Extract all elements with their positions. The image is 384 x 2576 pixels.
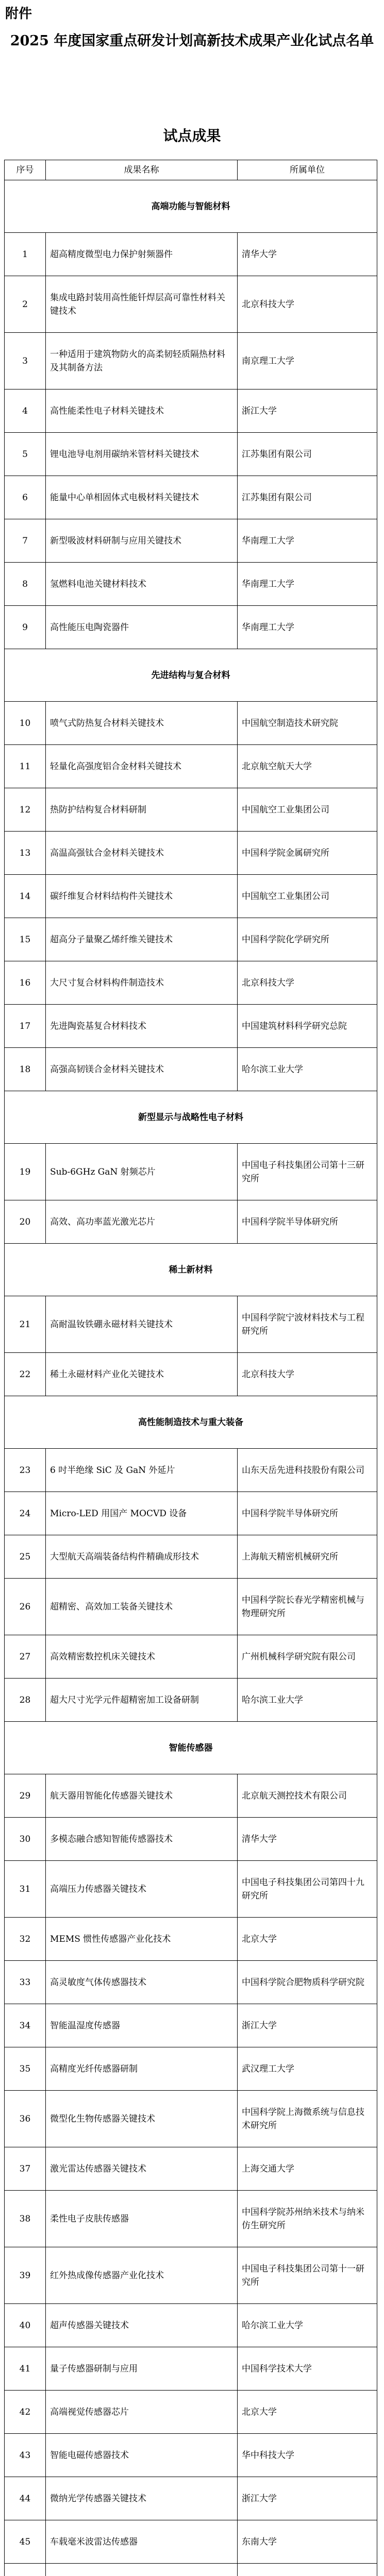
- row-achievement-name: Sub-6GHz GaN 射频芯片: [46, 1144, 238, 1200]
- row-seq: 4: [5, 389, 46, 433]
- table-row: [5, 389, 377, 433]
- row-seq: 34: [5, 2004, 46, 2047]
- row-affiliation: 中国科学院上海微系统与信息技术研究所: [238, 2091, 377, 2147]
- header-seq: 序号: [5, 160, 46, 180]
- row-seq: 1: [5, 233, 46, 276]
- row-seq: 43: [5, 2434, 46, 2477]
- row-affiliation: 中国科学院合肥物质科学研究院: [238, 1961, 377, 2004]
- row-affiliation: 北京科技大学: [238, 1353, 377, 1396]
- row-seq: 23: [5, 1449, 46, 1492]
- row-seq: [5, 2564, 46, 2576]
- row-achievement-name: 大型航天高端装备结构件精确成形技术: [46, 1535, 238, 1579]
- table-row: [5, 832, 377, 875]
- row-achievement-name: 高性能压电陶瓷器件: [46, 606, 238, 649]
- table-row: [5, 1449, 377, 1492]
- row-achievement-name: 高效精密数控机床关键技术: [46, 1635, 238, 1679]
- row-achievement-name: 先进陶瓷基复合材料技术: [46, 1005, 238, 1048]
- row-achievement-name: 氢燃料电池关键材料技术: [46, 563, 238, 606]
- row-affiliation: 东南大学: [238, 2520, 377, 2564]
- row-achievement-name: 高效、高功率蓝光激光芯片: [46, 1200, 238, 1244]
- table-header-row: [5, 160, 377, 180]
- row-affiliation: 中国科学院化学研究所: [238, 918, 377, 961]
- row-affiliation: 中国科学院苏州纳米技术与纳米仿生研究所: [238, 2191, 377, 2247]
- table-row: [5, 2147, 377, 2191]
- row-achievement-name: 航天器用智能化传感器关键技术: [46, 1774, 238, 1818]
- row-affiliation: 中国科学技术大学: [238, 2347, 377, 2391]
- row-seq: 14: [5, 875, 46, 918]
- row-affiliation: 哈尔滨工业大学: [238, 1679, 377, 1722]
- row-affiliation: 中国科学院半导体研究所: [238, 1200, 377, 1244]
- row-affiliation: 南京理工大学: [238, 333, 377, 389]
- section-title: 稀土新材料: [5, 1244, 377, 1296]
- row-seq: 21: [5, 1296, 46, 1353]
- row-seq: 19: [5, 1144, 46, 1200]
- row-achievement-name: 高温高强钛合金材料关键技术: [46, 832, 238, 875]
- row-seq: 26: [5, 1579, 46, 1635]
- row-affiliation: 清华大学: [238, 1818, 377, 1861]
- row-achievement-name: 高性能柔性电子材料关键技术: [46, 389, 238, 433]
- row-seq: 15: [5, 918, 46, 961]
- row-achievement-name: 高耐温钕铁硼永磁材料关键技术: [46, 1296, 238, 1353]
- row-affiliation: 中国电子科技集团公司第十三研究所: [238, 1144, 377, 1200]
- table-row: [5, 1353, 377, 1396]
- table-row: [5, 1961, 377, 2004]
- table-row: [5, 2191, 377, 2247]
- row-seq: 10: [5, 702, 46, 745]
- table-row: [5, 2091, 377, 2147]
- row-affiliation: 清华大学: [238, 233, 377, 276]
- row-achievement-name: 6 吋半绝缘 SiC 及 GaN 外延片: [46, 1449, 238, 1492]
- row-achievement-name: [46, 2564, 238, 2576]
- row-achievement-name: 车载毫米波雷达传感器: [46, 2520, 238, 2564]
- row-seq: 18: [5, 1048, 46, 1091]
- row-achievement-name: 超高分子量聚乙烯纤维关键技术: [46, 918, 238, 961]
- row-seq: 17: [5, 1005, 46, 1048]
- row-achievement-name: 柔性电子皮肤传感器: [46, 2191, 238, 2247]
- row-seq: 24: [5, 1492, 46, 1535]
- row-seq: 33: [5, 1961, 46, 2004]
- row-affiliation: 华南理工大学: [238, 606, 377, 649]
- row-affiliation: 华南理工大学: [238, 519, 377, 563]
- table-row: [5, 1144, 377, 1200]
- row-achievement-name: 超高精度微型电力保护射频器件: [46, 233, 238, 276]
- row-seq: 22: [5, 1353, 46, 1396]
- row-affiliation: 中国科学院长春光学精密机械与物理研究所: [238, 1579, 377, 1635]
- row-seq: 7: [5, 519, 46, 563]
- row-affiliation: 山东天岳先进科技股份有限公司: [238, 1449, 377, 1492]
- row-seq: 9: [5, 606, 46, 649]
- row-seq: 40: [5, 2304, 46, 2347]
- section-row: [5, 1244, 377, 1296]
- row-achievement-name: 热防护结构复合材料研制: [46, 788, 238, 832]
- row-achievement-name: 高精度光纤传感器研制: [46, 2047, 238, 2091]
- section-title: 智能传感器: [5, 1722, 377, 1774]
- row-achievement-name: 能量中心单相固体式电极材料关键技术: [46, 476, 238, 519]
- row-affiliation: 北京航空航天大学: [238, 745, 377, 788]
- row-seq: 8: [5, 563, 46, 606]
- row-achievement-name: MEMS 惯性传感器产业化技术: [46, 1918, 238, 1961]
- row-affiliation: [238, 2564, 377, 2576]
- row-achievement-name: 智能温湿度传感器: [46, 2004, 238, 2047]
- header-achievement-name: 成果名称: [46, 160, 238, 180]
- table-row: [5, 1200, 377, 1244]
- table-row: [5, 2304, 377, 2347]
- row-achievement-name: 一种适用于建筑物防火的高柔韧轻质隔热材料及其制备方法: [46, 333, 238, 389]
- row-affiliation: 北京航天测控技术有限公司: [238, 1774, 377, 1818]
- row-affiliation: 上海航天精密机械研究所: [238, 1535, 377, 1579]
- table-row: [5, 1679, 377, 1722]
- table-row: [5, 2434, 377, 2477]
- table-row: [5, 1635, 377, 1679]
- row-seq: 25: [5, 1535, 46, 1579]
- row-seq: 36: [5, 2091, 46, 2147]
- row-affiliation: 中国电子科技集团公司第十一研究所: [238, 2247, 377, 2304]
- table-row: [5, 2047, 377, 2091]
- section-row: [5, 649, 377, 702]
- row-affiliation: 中国科学院半导体研究所: [238, 1492, 377, 1535]
- pilot-achievements-table: [4, 160, 377, 2576]
- row-achievement-name: 高端视觉传感器芯片: [46, 2391, 238, 2434]
- row-affiliation: 武汉理工大学: [238, 2047, 377, 2091]
- table-row: [5, 702, 377, 745]
- row-affiliation: 华南理工大学: [238, 563, 377, 606]
- row-achievement-name: 稀土永磁材料产业化关键技术: [46, 1353, 238, 1396]
- table-row: [5, 433, 377, 476]
- row-seq: 39: [5, 2247, 46, 2304]
- table-row: [5, 745, 377, 788]
- section-title: 先进结构与复合材料: [5, 649, 377, 702]
- row-seq: 6: [5, 476, 46, 519]
- row-affiliation: 中国航空工业集团公司: [238, 875, 377, 918]
- table-row: [5, 918, 377, 961]
- row-seq: 13: [5, 832, 46, 875]
- row-affiliation: 华中科技大学: [238, 2434, 377, 2477]
- row-achievement-name: 多模态融合感知智能传感器技术: [46, 1818, 238, 1861]
- document-subtitle: 试点成果: [163, 127, 221, 144]
- row-seq: 32: [5, 1918, 46, 1961]
- row-seq: 29: [5, 1774, 46, 1818]
- row-seq: 37: [5, 2147, 46, 2191]
- table-body: [5, 180, 377, 2576]
- row-achievement-name: 超精密、高效加工装备关键技术: [46, 1579, 238, 1635]
- row-achievement-name: 超大尺寸光学元件超精密加工设备研制: [46, 1679, 238, 1722]
- row-achievement-name: 高强高韧镁合金材料关键技术: [46, 1048, 238, 1091]
- row-affiliation: 中国电子科技集团公司第四十九研究所: [238, 1861, 377, 1918]
- row-achievement-name: 微纳光学传感器关键技术: [46, 2477, 238, 2520]
- row-achievement-name: 新型吸波材料研制与应用关键技术: [46, 519, 238, 563]
- table-row: [5, 2477, 377, 2520]
- section-row: [5, 180, 377, 233]
- section-row: [5, 1396, 377, 1449]
- table-row: [5, 2004, 377, 2047]
- table-row: [5, 606, 377, 649]
- row-achievement-name: 激光雷达传感器关键技术: [46, 2147, 238, 2191]
- document-title: 2025 年度国家重点研发计划高新技术成果产业化试点名单: [10, 33, 374, 49]
- row-affiliation: 中国航空工业集团公司: [238, 788, 377, 832]
- row-seq: 20: [5, 1200, 46, 1244]
- row-affiliation: 中国科学院金属研究所: [238, 832, 377, 875]
- row-achievement-name: 智能电磁传感器技术: [46, 2434, 238, 2477]
- table-row: [5, 2347, 377, 2391]
- row-seq: 27: [5, 1635, 46, 1679]
- row-achievement-name: 喷气式防热复合材料关键技术: [46, 702, 238, 745]
- row-achievement-name: 微型化生物传感器关键技术: [46, 2091, 238, 2147]
- table-row: [5, 233, 377, 276]
- table-row: [5, 563, 377, 606]
- row-affiliation: 哈尔滨工业大学: [238, 1048, 377, 1091]
- row-achievement-name: 碳纤维复合材料结构件关键技术: [46, 875, 238, 918]
- section-title: 新型显示与战略性电子材料: [5, 1091, 377, 1144]
- row-seq: 41: [5, 2347, 46, 2391]
- row-seq: 31: [5, 1861, 46, 1918]
- row-affiliation: 中国航空制造技术研究院: [238, 702, 377, 745]
- table-row: [5, 2391, 377, 2434]
- row-achievement-name: 红外热成像传感器产业化技术: [46, 2247, 238, 2304]
- table-row: [5, 1048, 377, 1091]
- table-row: [5, 2247, 377, 2304]
- row-seq: 12: [5, 788, 46, 832]
- row-affiliation: 江苏集团有限公司: [238, 476, 377, 519]
- section-row: [5, 1722, 377, 1774]
- row-seq: 38: [5, 2191, 46, 2247]
- row-affiliation: 北京科技大学: [238, 961, 377, 1005]
- row-achievement-name: 高灵敏度气体传感器技术: [46, 1961, 238, 2004]
- attachment-label: 附件: [5, 6, 32, 22]
- row-affiliation: 浙江大学: [238, 2004, 377, 2047]
- row-achievement-name: 集成电路封装用高性能钎焊层高可靠性材料关键技术: [46, 276, 238, 333]
- row-seq: 28: [5, 1679, 46, 1722]
- table-row: [5, 875, 377, 918]
- row-affiliation: 浙江大学: [238, 2477, 377, 2520]
- row-seq: 44: [5, 2477, 46, 2520]
- row-affiliation: 北京科技大学: [238, 276, 377, 333]
- row-achievement-name: Micro-LED 用国产 MOCVD 设备: [46, 1492, 238, 1535]
- row-seq: 30: [5, 1818, 46, 1861]
- row-achievement-name: 量子传感器研制与应用: [46, 2347, 238, 2391]
- table-row: [5, 476, 377, 519]
- table-row: [5, 519, 377, 563]
- table-row: [5, 961, 377, 1005]
- row-affiliation: 北京大学: [238, 2391, 377, 2434]
- table-row: [5, 1579, 377, 1635]
- table-row: [5, 333, 377, 389]
- row-affiliation: 北京大学: [238, 1918, 377, 1961]
- row-achievement-name: 轻量化高强度铝合金材料关键技术: [46, 745, 238, 788]
- row-seq: 42: [5, 2391, 46, 2434]
- row-affiliation: 上海交通大学: [238, 2147, 377, 2191]
- table-row: [5, 1535, 377, 1579]
- row-seq: 2: [5, 276, 46, 333]
- table-row: [5, 1861, 377, 1918]
- section-title: 高端功能与智能材料: [5, 180, 377, 233]
- row-seq: 45: [5, 2520, 46, 2564]
- row-seq: 3: [5, 333, 46, 389]
- row-seq: 35: [5, 2047, 46, 2091]
- row-achievement-name: 锂电池导电剂用碳纳米管材料关键技术: [46, 433, 238, 476]
- table-row: [5, 1296, 377, 1353]
- row-affiliation: 哈尔滨工业大学: [238, 2304, 377, 2347]
- table-row: [5, 1918, 377, 1961]
- row-achievement-name: 超声传感器关键技术: [46, 2304, 238, 2347]
- row-achievement-name: 高端压力传感器关键技术: [46, 1861, 238, 1918]
- section-row: [5, 1091, 377, 1144]
- table-row: [5, 276, 377, 333]
- row-affiliation: 中国科学院宁波材料技术与工程研究所: [238, 1296, 377, 1353]
- row-seq: 11: [5, 745, 46, 788]
- table-row: [5, 2520, 377, 2564]
- row-affiliation: 广州机械科学研究院有限公司: [238, 1635, 377, 1679]
- table-row: [5, 1774, 377, 1818]
- row-affiliation: 江苏集团有限公司: [238, 433, 377, 476]
- section-title: 高性能制造技术与重大装备: [5, 1396, 377, 1449]
- table-row: [5, 1492, 377, 1535]
- row-seq: 5: [5, 433, 46, 476]
- row-affiliation: 中国建筑材料科学研究总院: [238, 1005, 377, 1048]
- table-row: [5, 788, 377, 832]
- row-affiliation: 浙江大学: [238, 389, 377, 433]
- row-achievement-name: 大尺寸复合材料构件制造技术: [46, 961, 238, 1005]
- header-affiliation: 所属单位: [238, 160, 377, 180]
- row-seq: 16: [5, 961, 46, 1005]
- table-row: [5, 1005, 377, 1048]
- table-row: [5, 1818, 377, 1861]
- table-row: [5, 2564, 377, 2576]
